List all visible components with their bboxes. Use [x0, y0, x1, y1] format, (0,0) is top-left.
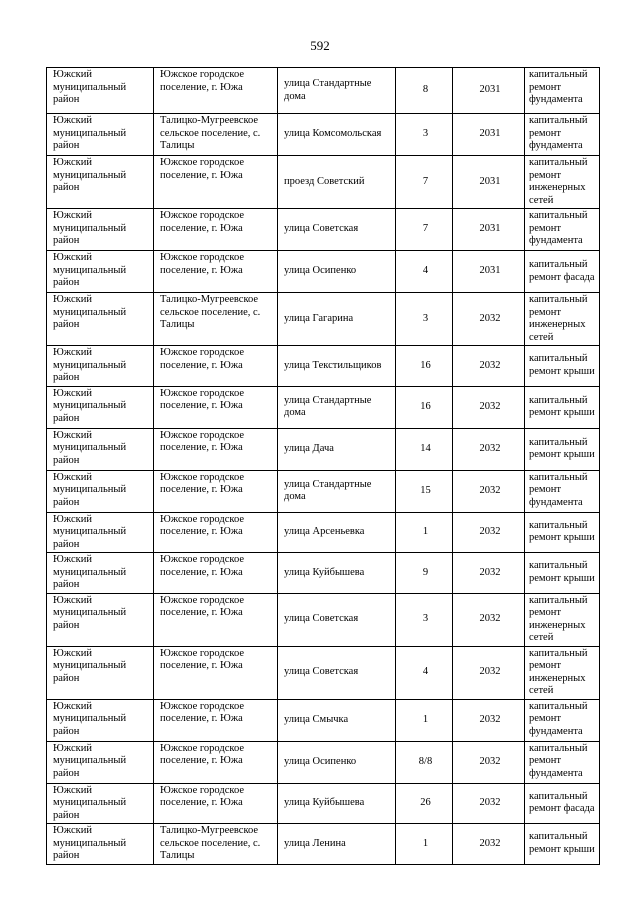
- settlement-cell: Южское городское поселение, г. Южа: [154, 386, 278, 428]
- street-cell: улица Гагарина: [278, 293, 396, 346]
- table-row: [47, 386, 600, 428]
- work-type-cell: капитальный ремонт крыши: [525, 346, 600, 387]
- house-cell: 16: [396, 386, 453, 428]
- work-type-cell: капитальный ремонт фасада: [525, 251, 600, 293]
- year-cell: 2031: [453, 251, 525, 293]
- street-cell: улица Комсомольская: [278, 114, 396, 156]
- house-cell: 9: [396, 553, 453, 594]
- work-type-cell: капитальный ремонт крыши: [525, 824, 600, 865]
- house-cell: 4: [396, 646, 453, 699]
- table-row: [47, 156, 600, 209]
- house-cell: 3: [396, 593, 453, 646]
- year-cell: 2032: [453, 386, 525, 428]
- work-type-cell: капитальный ремонт инженерных сетей: [525, 593, 600, 646]
- house-cell: 4: [396, 251, 453, 293]
- table-row: [47, 824, 600, 865]
- street-cell: улица Текстильщиков: [278, 346, 396, 387]
- district-cell: Южский муниципальный район: [47, 114, 154, 156]
- settlement-cell: Южское городское поселение, г. Южа: [154, 251, 278, 293]
- house-cell: 3: [396, 293, 453, 346]
- district-cell: Южский муниципальный район: [47, 470, 154, 512]
- table-row: [47, 68, 600, 114]
- district-cell: Южский муниципальный район: [47, 209, 154, 251]
- street-cell: улица Советская: [278, 209, 396, 251]
- table-row: [47, 470, 600, 512]
- work-type-cell: капитальный ремонт инженерных сетей: [525, 156, 600, 209]
- year-cell: 2032: [453, 646, 525, 699]
- street-cell: улица Советская: [278, 593, 396, 646]
- year-cell: 2032: [453, 428, 525, 470]
- district-cell: Южский муниципальный район: [47, 699, 154, 741]
- street-cell: улица Куйбышева: [278, 783, 396, 824]
- house-cell: 14: [396, 428, 453, 470]
- district-cell: Южский муниципальный район: [47, 156, 154, 209]
- district-cell: Южский муниципальный район: [47, 386, 154, 428]
- house-cell: 3: [396, 114, 453, 156]
- settlement-cell: Южское городское поселение, г. Южа: [154, 156, 278, 209]
- year-cell: 2032: [453, 346, 525, 387]
- district-cell: Южский муниципальный район: [47, 741, 154, 783]
- settlement-cell: Южское городское поселение, г. Южа: [154, 699, 278, 741]
- work-type-cell: капитальный ремонт фундамента: [525, 68, 600, 114]
- table-row: [47, 593, 600, 646]
- settlement-cell: Южское городское поселение, г. Южа: [154, 646, 278, 699]
- street-cell: улица Стандартные дома: [278, 470, 396, 512]
- settlement-cell: Южское городское поселение, г. Южа: [154, 346, 278, 387]
- house-cell: 1: [396, 512, 453, 553]
- year-cell: 2032: [453, 470, 525, 512]
- house-cell: 7: [396, 156, 453, 209]
- table-row: [47, 251, 600, 293]
- street-cell: проезд Советский: [278, 156, 396, 209]
- table-row: [47, 209, 600, 251]
- table-row: [47, 553, 600, 594]
- settlement-cell: Южское городское поселение, г. Южа: [154, 428, 278, 470]
- work-type-cell: капитальный ремонт фундамента: [525, 209, 600, 251]
- settlement-cell: Южское городское поселение, г. Южа: [154, 68, 278, 114]
- year-cell: 2032: [453, 783, 525, 824]
- year-cell: 2032: [453, 824, 525, 865]
- district-cell: Южский муниципальный район: [47, 824, 154, 865]
- work-type-cell: капитальный ремонт инженерных сетей: [525, 293, 600, 346]
- table-row: [47, 346, 600, 387]
- table-row: [47, 428, 600, 470]
- house-cell: 16: [396, 346, 453, 387]
- year-cell: 2032: [453, 741, 525, 783]
- house-cell: 1: [396, 824, 453, 865]
- settlement-cell: Южское городское поселение, г. Южа: [154, 470, 278, 512]
- district-cell: Южский муниципальный район: [47, 346, 154, 387]
- settlement-cell: Южское городское поселение, г. Южа: [154, 593, 278, 646]
- settlement-cell: Южское городское поселение, г. Южа: [154, 741, 278, 783]
- street-cell: улица Осипенко: [278, 251, 396, 293]
- house-cell: 8: [396, 68, 453, 114]
- street-cell: улица Дача: [278, 428, 396, 470]
- settlement-cell: Южское городское поселение, г. Южа: [154, 783, 278, 824]
- work-type-cell: капитальный ремонт крыши: [525, 512, 600, 553]
- settlement-cell: Южское городское поселение, г. Южа: [154, 209, 278, 251]
- table-row: [47, 699, 600, 741]
- street-cell: улица Куйбышева: [278, 553, 396, 594]
- work-type-cell: капитальный ремонт крыши: [525, 386, 600, 428]
- work-type-cell: капитальный ремонт фундамента: [525, 699, 600, 741]
- table-row: [47, 741, 600, 783]
- year-cell: 2032: [453, 593, 525, 646]
- district-cell: Южский муниципальный район: [47, 512, 154, 553]
- table-body: [47, 68, 600, 865]
- work-type-cell: капитальный ремонт крыши: [525, 428, 600, 470]
- work-type-cell: капитальный ремонт фасада: [525, 783, 600, 824]
- settlement-cell: Южское городское поселение, г. Южа: [154, 553, 278, 594]
- house-cell: 26: [396, 783, 453, 824]
- house-cell: 7: [396, 209, 453, 251]
- work-type-cell: капитальный ремонт крыши: [525, 553, 600, 594]
- district-cell: Южский муниципальный район: [47, 68, 154, 114]
- year-cell: 2031: [453, 156, 525, 209]
- street-cell: улица Стандартные дома: [278, 386, 396, 428]
- district-cell: Южский муниципальный район: [47, 593, 154, 646]
- street-cell: улица Ленина: [278, 824, 396, 865]
- street-cell: улица Стандартные дома: [278, 68, 396, 114]
- district-cell: Южский муниципальный район: [47, 251, 154, 293]
- district-cell: Южский муниципальный район: [47, 783, 154, 824]
- table-row: [47, 114, 600, 156]
- work-type-cell: капитальный ремонт фундамента: [525, 741, 600, 783]
- table-row: [47, 512, 600, 553]
- page-number: 592: [310, 38, 330, 53]
- year-cell: 2032: [453, 553, 525, 594]
- district-cell: Южский муниципальный район: [47, 646, 154, 699]
- settlement-cell: Талицко-Мугреевское сельское поселение, с. Талицы: [154, 293, 278, 346]
- house-cell: 1: [396, 699, 453, 741]
- work-type-cell: капитальный ремонт фундамента: [525, 470, 600, 512]
- year-cell: 2032: [453, 699, 525, 741]
- settlement-cell: Талицко-Мугреевское сельское поселение, с. Талицы: [154, 824, 278, 865]
- repair-schedule-table: [46, 67, 600, 865]
- year-cell: 2032: [453, 512, 525, 553]
- street-cell: улица Советская: [278, 646, 396, 699]
- district-cell: Южский муниципальный район: [47, 553, 154, 594]
- street-cell: улица Осипенко: [278, 741, 396, 783]
- settlement-cell: Талицко-Мугреевское сельское поселение, с. Талицы: [154, 114, 278, 156]
- year-cell: 2031: [453, 68, 525, 114]
- district-cell: Южский муниципальный район: [47, 293, 154, 346]
- work-type-cell: капитальный ремонт фундамента: [525, 114, 600, 156]
- street-cell: улица Смычка: [278, 699, 396, 741]
- table-row: [47, 783, 600, 824]
- house-cell: 15: [396, 470, 453, 512]
- house-cell: 8/8: [396, 741, 453, 783]
- table-row: [47, 293, 600, 346]
- year-cell: 2031: [453, 209, 525, 251]
- settlement-cell: Южское городское поселение, г. Южа: [154, 512, 278, 553]
- year-cell: 2031: [453, 114, 525, 156]
- work-type-cell: капитальный ремонт инженерных сетей: [525, 646, 600, 699]
- year-cell: 2032: [453, 293, 525, 346]
- street-cell: улица Арсеньевка: [278, 512, 396, 553]
- district-cell: Южский муниципальный район: [47, 428, 154, 470]
- table-row: [47, 646, 600, 699]
